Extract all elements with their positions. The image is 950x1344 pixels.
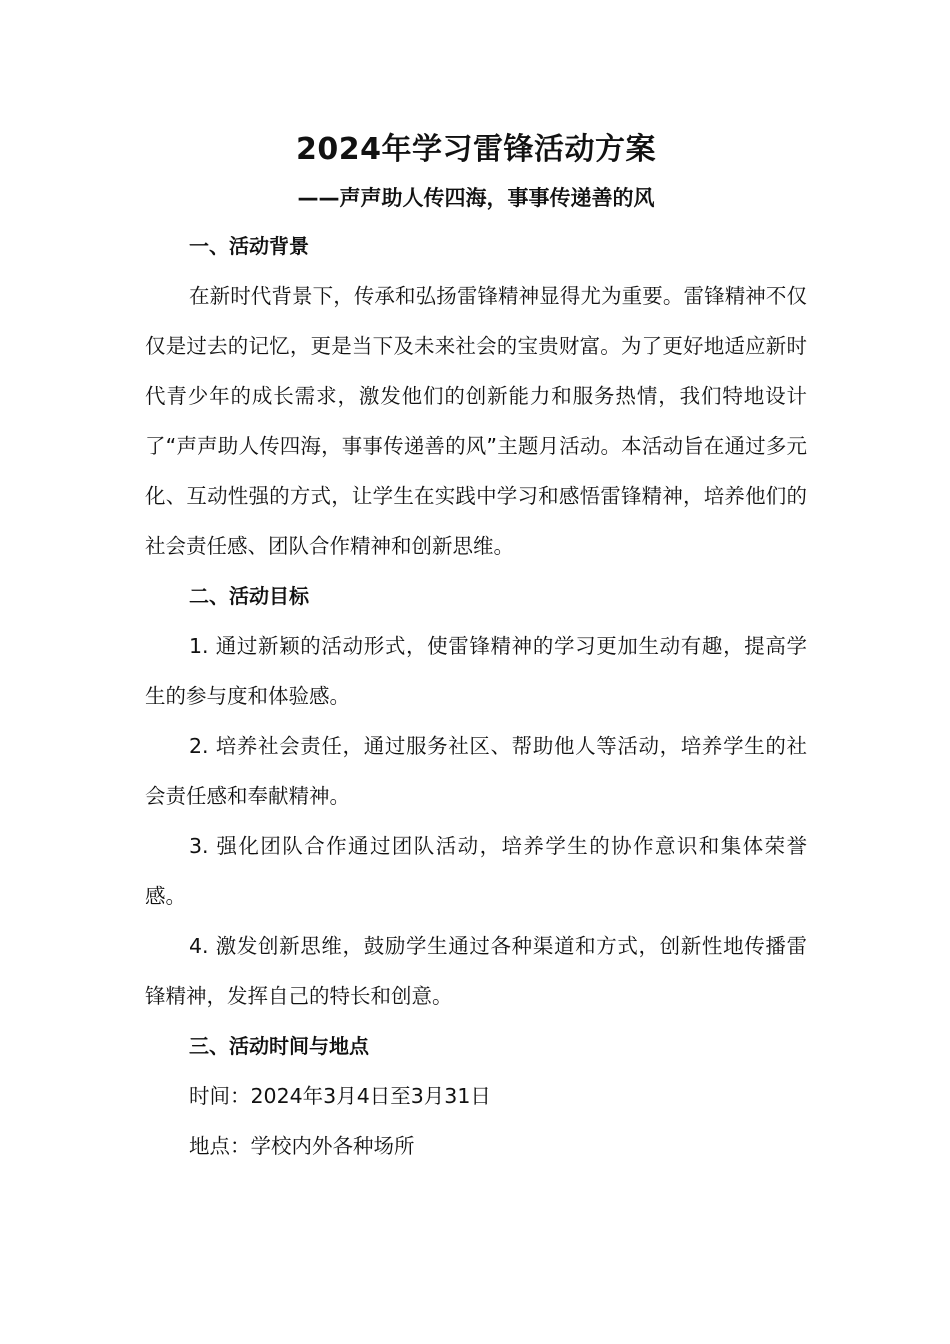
section-background <box>145 221 807 571</box>
section-time-location <box>145 1021 807 1171</box>
activity-location: 地点：学校内外各种场所 <box>189 1134 415 1158</box>
section-heading: 二、活动目标 <box>189 584 309 608</box>
section-goals <box>145 571 807 1021</box>
section-heading: 一、活动背景 <box>189 234 309 258</box>
goal-item: 3. 强化团队合作通过团队活动，培养学生的协作意识和集体荣誉感。 <box>145 834 807 908</box>
paragraph: 在新时代背景下，传承和弘扬雷锋精神显得尤为重要。雷锋精神不仅仅是过去的记忆，更是当下及未来社会的宝贵财富。为了更好地适应新时代青少年的成长需求，激发他们的创新能力和服务热情，我们特地设计了“声声助人传四海，事事传递善的风”主题月活动。本活动旨在通过多元化、互动性强的方式，让学生在实践中学习和感悟雷锋精神，培养他们的社会责任感、团队合作精神和创新思维。 <box>145 284 807 558</box>
section-heading: 三、活动时间与地点 <box>189 1034 369 1058</box>
goal-item: 4. 激发创新思维，鼓励学生通过各种渠道和方式，创新性地传播雷锋精神，发挥自己的特长和创意。 <box>145 934 807 1008</box>
goal-item: 2. 培养社会责任，通过服务社区、帮助他人等活动，培养学生的社会责任感和奉献精神。 <box>145 734 807 808</box>
activity-time: 时间：2024年3月4日至3月31日 <box>189 1084 491 1108</box>
document-title: 2024年学习雷锋活动方案 <box>296 132 656 167</box>
goal-item: 1. 通过新颖的活动形式，使雷锋精神的学习更加生动有趣，提高学生的参与度和体验感。 <box>145 634 807 708</box>
document-subtitle: ——声声助人传四海，事事传递善的风 <box>297 186 655 210</box>
document-body <box>145 128 807 1171</box>
